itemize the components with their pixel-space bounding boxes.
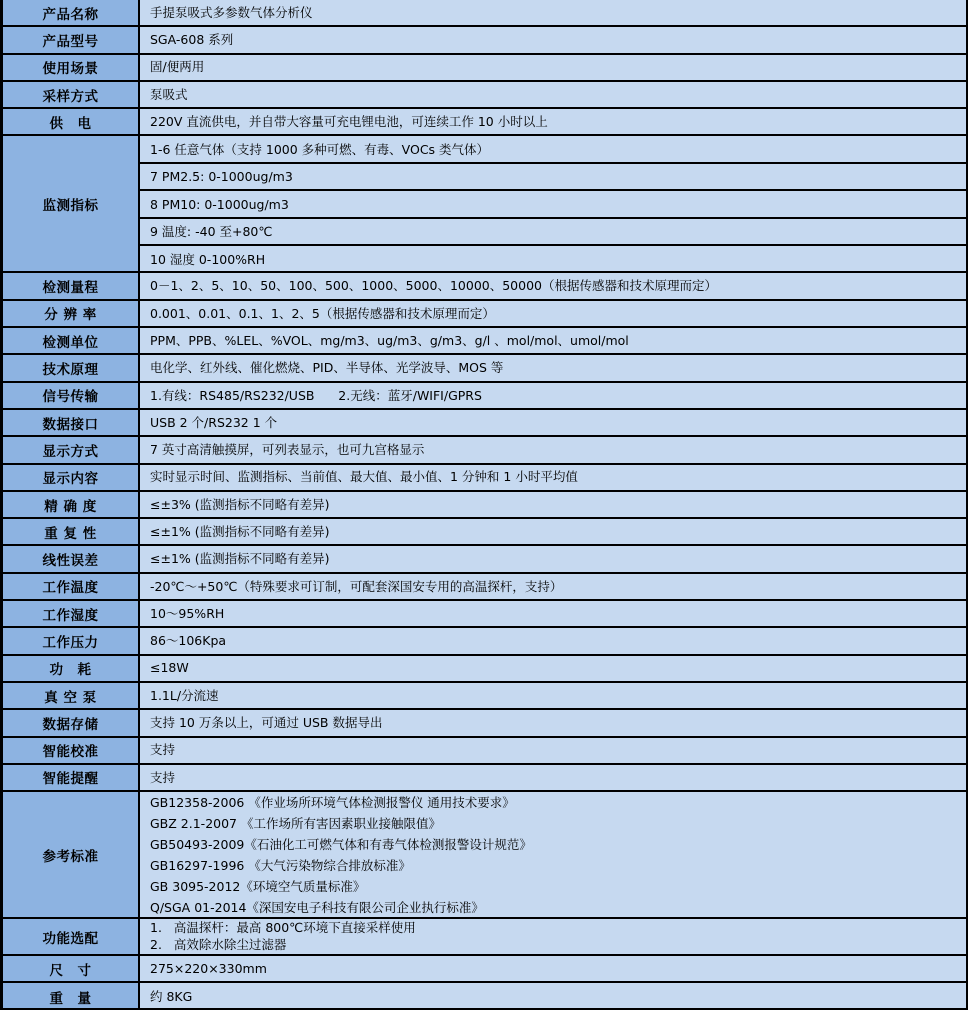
spec-row-product-name [3, 0, 966, 27]
spec-value-area-detection-range [140, 273, 966, 298]
spec-label-linearity-error: 线性误差 [3, 546, 140, 571]
spec-value-area-resolution [140, 301, 966, 326]
spec-row-working-pressure [3, 628, 966, 655]
spec-value-repeatability: ≤±1% (监测指标不同略有差异) [150, 523, 330, 539]
spec-label-display-content: 显示内容 [3, 465, 140, 490]
spec-row-detection-range [3, 273, 966, 300]
spec-label-dimensions: 尺 寸 [3, 956, 140, 981]
spec-subvalue-monitoring-indicators-5: 10 湿度 0-100%RH [150, 251, 266, 267]
spec-value-area-usage-scenario [140, 55, 966, 80]
spec-value-area-optional-functions [140, 919, 966, 954]
spec-value-area-display-content [140, 465, 966, 490]
spec-label-reference-standards: 参考标准 [3, 792, 140, 917]
spec-row-vacuum-pump [3, 683, 966, 710]
spec-value-resolution: 0.001、0.01、0.1、1、2、5（根据传感器和技术原理而定） [150, 305, 495, 321]
spec-value-line-reference-standards-5: GB 3095-2012《环境空气质量标准》 [150, 879, 366, 895]
spec-label-working-humidity: 工作湿度 [3, 601, 140, 626]
spec-value-sampling-method: 泵吸式 [150, 86, 188, 102]
spec-row-accuracy [3, 492, 966, 519]
spec-label-technical-principles: 技术原理 [3, 355, 140, 380]
spec-value-area-signal-transmission [140, 383, 966, 408]
spec-value-reference-standards [140, 792, 966, 918]
spec-label-display-mode: 显示方式 [3, 437, 140, 462]
spec-value-area-vacuum-pump [140, 683, 966, 708]
spec-row-smart-reminder [3, 765, 966, 792]
spec-value-line-optional-functions-1: 1. 高温探杆：最高 800℃环境下直接采样使用 [150, 920, 416, 936]
spec-label-data-interface: 数据接口 [3, 410, 140, 435]
spec-value-area-sampling-method [140, 82, 966, 107]
spec-value-technical-principles: 电化学、红外线、催化燃烧、PID、半导体、光学波导、MOS 等 [150, 360, 504, 376]
spec-value-line-reference-standards-1: GB12358-2006 《作业场所环境气体检测报警仪 通用技术要求》 [150, 795, 515, 811]
spec-row-optional-functions [3, 919, 966, 956]
spec-row-signal-transmission [3, 383, 966, 410]
spec-value-product-name: 手提泵吸式多参数气体分析仪 [150, 4, 313, 20]
spec-row-display-mode [3, 437, 966, 464]
spec-value-area-data-interface [140, 410, 966, 435]
spec-value-weight: 约 8KG [150, 989, 193, 1005]
spec-value-signal-transmission: 1.有线：RS485/RS232/USB 2.无线：蓝牙/WIFI/GPRS [150, 387, 482, 403]
spec-value-data-interface: USB 2 个/RS232 1 个 [150, 414, 278, 430]
spec-row-smart-calibration [3, 738, 966, 765]
spec-row-monitoring-indicators [3, 136, 966, 273]
spec-value-area-working-pressure [140, 628, 966, 653]
spec-value-line-reference-standards-2: GBZ 2.1-2007 《工作场所有害因素职业接触限值》 [150, 816, 441, 832]
spec-value-power-supply: 220V 直流供电，并自带大容量可充电锂电池，可连续工作 10 小时以上 [150, 114, 548, 130]
spec-value-working-temperature: -20℃～+50℃（特殊要求可订制，可配套深国安专用的高温探杆，支持） [150, 578, 563, 594]
spec-subvalue-monitoring-indicators-3: 8 PM10: 0-1000ug/m3 [140, 191, 966, 218]
spec-label-resolution: 分 辨 率 [3, 301, 140, 326]
spec-subvalue-monitoring-indicators-4: 9 温度: -40 至+80℃ [140, 219, 966, 246]
spec-value-usage-scenario: 固/便两用 [150, 59, 205, 75]
spec-value-line-reference-standards-6: Q/SGA 01-2014《深国安电子科技有限公司企业执行标准》 [150, 900, 484, 916]
spec-label-power-supply: 供 电 [3, 109, 140, 134]
spec-label-working-temperature: 工作温度 [3, 574, 140, 599]
spec-value-working-humidity: 10～95%RH [150, 605, 225, 621]
spec-value-detection-units: PPM、PPB、%LEL、%VOL、mg/m3、ug/m3、g/m3、g/l 、mol/mol、umol/mol [150, 332, 629, 348]
spec-label-monitoring-indicators: 监测指标 [3, 136, 140, 271]
spec-label-detection-range: 检测量程 [3, 273, 140, 298]
spec-value-smart-reminder: 支持 [150, 769, 176, 785]
spec-row-power-supply [3, 109, 966, 136]
spec-value-vacuum-pump: 1.1L/分流速 [150, 687, 219, 703]
spec-row-linearity-error [3, 546, 966, 573]
spec-value-area-data-storage [140, 710, 966, 735]
spec-label-smart-reminder: 智能提醒 [3, 765, 140, 790]
spec-label-signal-transmission: 信号传输 [3, 383, 140, 408]
spec-value-area-working-temperature [140, 574, 966, 599]
spec-label-repeatability: 重 复 性 [3, 519, 140, 544]
spec-label-power-consumption: 功 耗 [3, 656, 140, 681]
spec-value-area-technical-principles [140, 355, 966, 380]
spec-row-reference-standards [3, 792, 966, 919]
spec-row-resolution [3, 301, 966, 328]
spec-value-accuracy: ≤±3% (监测指标不同略有差异) [150, 496, 330, 512]
spec-value-line-optional-functions-2: 2. 高效除水除尘过滤器 [150, 936, 287, 952]
spec-label-vacuum-pump: 真 空 泵 [3, 683, 140, 708]
spec-label-optional-functions: 功能选配 [3, 919, 140, 954]
spec-value-working-pressure: 86～106Kpa [150, 633, 227, 649]
spec-row-dimensions [3, 956, 966, 983]
spec-subvalue-monitoring-indicators-2: 7 PM2.5: 0-1000ug/m3 [140, 164, 966, 191]
spec-value-area-repeatability [140, 519, 966, 544]
spec-row-sampling-method [3, 82, 966, 109]
spec-value-dimensions: 275×220×330mm [150, 960, 267, 976]
spec-label-working-pressure: 工作压力 [3, 628, 140, 653]
spec-row-product-model [3, 27, 966, 54]
spec-value-power-consumption: ≤18W [150, 660, 189, 676]
spec-row-data-storage [3, 710, 966, 737]
spec-label-accuracy: 精 确 度 [3, 492, 140, 517]
spec-label-product-name: 产品名称 [3, 0, 140, 25]
spec-row-display-content [3, 465, 966, 492]
spec-label-weight: 重 量 [3, 983, 140, 1010]
spec-value-area-power-consumption [140, 656, 966, 681]
spec-subvalue-monitoring-indicators-1: 1-6 任意气体（支持 1000 多种可燃、有毒、VOCs 类气体） [140, 136, 966, 163]
spec-value-line-reference-standards-4: GB16297-1996 《大气污染物综合排放标准》 [150, 858, 411, 874]
spec-label-product-model: 产品型号 [3, 27, 140, 52]
spec-value-area-weight [140, 983, 966, 1010]
spec-value-area-working-humidity [140, 601, 966, 626]
spec-row-power-consumption [3, 656, 966, 683]
spec-label-detection-units: 检测单位 [3, 328, 140, 353]
spec-value-area-monitoring-indicators [140, 136, 966, 271]
spec-row-usage-scenario [3, 55, 966, 82]
spec-label-smart-calibration: 智能校准 [3, 738, 140, 763]
spec-value-data-storage: 支持 10 万条以上，可通过 USB 数据导出 [150, 715, 383, 731]
spec-value-area-product-name [140, 0, 966, 25]
spec-label-data-storage: 数据存储 [3, 710, 140, 735]
spec-value-area-smart-calibration [140, 738, 966, 763]
spec-value-detection-range: 0－1、2、5、10、50、100、500、1000、5000、10000、50000（根据传感器和技术原理而定） [150, 278, 717, 294]
spec-label-sampling-method: 采样方式 [3, 82, 140, 107]
spec-row-working-humidity [3, 601, 966, 628]
spec-value-line-reference-standards-3: GB50493-2009《石油化工可燃气体和有毒气体检测报警设计规范》 [150, 837, 532, 853]
spec-value-area-dimensions [140, 956, 966, 981]
spec-value-product-model: SGA-608 系列 [150, 32, 234, 48]
spec-value-display-content: 实时显示时间、监测指标、当前值、最大值、最小值、1 分钟和 1 小时平均值 [150, 469, 578, 485]
spec-value-area-smart-reminder [140, 765, 966, 790]
spec-label-usage-scenario: 使用场景 [3, 55, 140, 80]
spec-row-working-temperature [3, 574, 966, 601]
spec-value-linearity-error: ≤±1% (监测指标不同略有差异) [150, 551, 330, 567]
spec-value-area-linearity-error [140, 546, 966, 571]
spec-value-area-reference-standards [140, 792, 966, 917]
spec-row-repeatability [3, 519, 966, 546]
spec-value-optional-functions [140, 919, 966, 954]
spec-value-display-mode: 7 英寸高清触摸屏，可列表显示，也可九宫格显示 [150, 442, 425, 458]
spec-row-weight [3, 983, 966, 1010]
spec-value-area-power-supply [140, 109, 966, 134]
spec-value-area-detection-units [140, 328, 966, 353]
spec-row-detection-units [3, 328, 966, 355]
spec-row-technical-principles [3, 355, 966, 382]
spec-row-data-interface [3, 410, 966, 437]
spec-value-area-product-model [140, 27, 966, 52]
spec-value-area-display-mode [140, 437, 966, 462]
spec-value-smart-calibration: 支持 [150, 742, 176, 758]
spec-value-area-accuracy [140, 492, 966, 517]
